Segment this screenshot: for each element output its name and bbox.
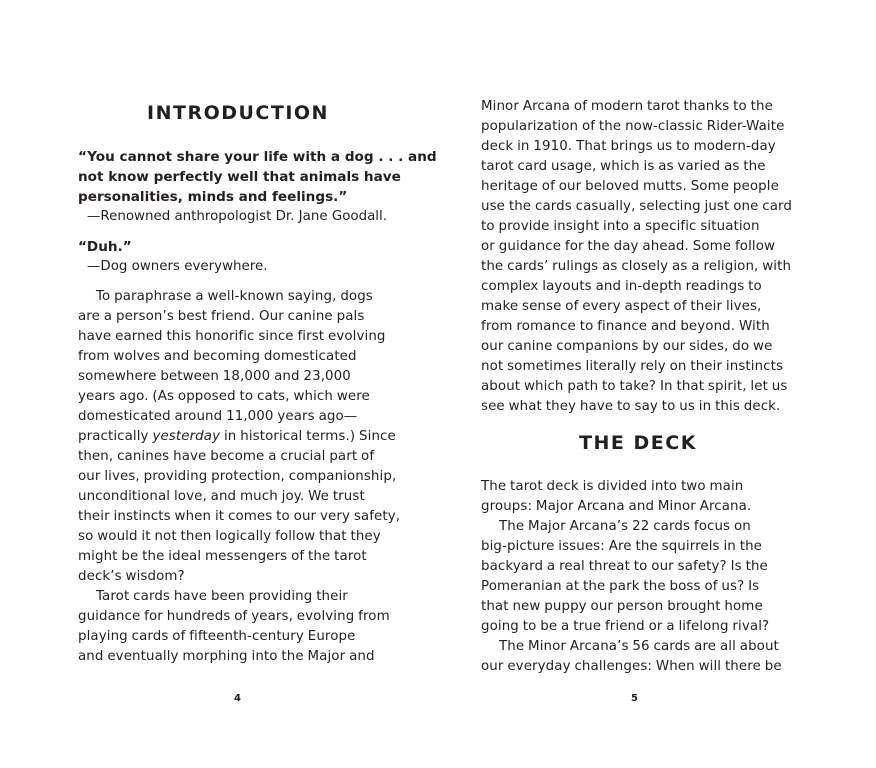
quote-line: personalities, minds and feelings.” (78, 189, 348, 205)
quote-line: “Duh.” (78, 239, 132, 255)
text-line: The Minor Arcana’s 56 cards are all about (499, 639, 779, 654)
text-line: then, canines have become a crucial part of (78, 449, 375, 464)
text-segment: in historical terms.) Since (220, 429, 396, 444)
text-line: deck’s wisdom? (78, 569, 185, 584)
quote-attribution: —Renowned anthropologist Dr. Jane Goodall. (87, 209, 387, 224)
text-line: see what they have to say to us in this deck. (481, 399, 781, 414)
page-number: 5 (631, 693, 638, 704)
text-line: from wolves and becoming domesticated (78, 349, 357, 364)
text-line: groups: Major Arcana and Minor Arcana. (481, 499, 752, 514)
text-line: domesticated around 11,000 years ago— (78, 409, 358, 424)
right-page (438, 0, 876, 768)
text-line: their instincts when it comes to our very safety, (78, 509, 401, 524)
text-line: about which path to take? In that spirit, let us (481, 379, 788, 394)
text-line: our everyday challenges: When will there be (481, 659, 782, 674)
text-line: unconditional love, and much joy. We trust (78, 489, 365, 504)
page-number: 4 (234, 693, 241, 704)
text-line: are a person’s best friend. Our canine pals (78, 309, 365, 324)
quote-line: “You cannot share your life with a dog . . . and (78, 149, 437, 165)
text-line: have earned this honorific since first evolving (78, 329, 386, 344)
text-line: so would it not then logically follow that they (78, 529, 381, 544)
text-line: our canine companions by our sides, do we (481, 339, 773, 354)
text-line: The tarot deck is divided into two main (481, 479, 744, 494)
text-line: that new puppy our person brought home (481, 599, 763, 614)
text-segment: practically (78, 429, 153, 444)
text-line: heritage of our beloved mutts. Some people (481, 179, 779, 194)
text-line: deck in 1910. That brings us to modern-day (481, 139, 776, 154)
text-line (78, 427, 396, 447)
italic-word: yesterday (152, 429, 221, 444)
text-line: Minor Arcana of modern tarot thanks to the (481, 99, 773, 114)
text-line: going to be a true friend or a lifelong rival? (481, 619, 770, 634)
text-line: Pomeranian at the park the boss of us? Is (481, 579, 760, 594)
text-line: The Major Arcana’s 22 cards focus on (499, 519, 751, 534)
text-line: from romance to finance and beyond. With (481, 319, 770, 334)
text-line: backyard a real threat to our safety? Is the (481, 559, 768, 574)
text-line: tarot card usage, which is as varied as the (481, 159, 766, 174)
text-line: to provide insight into a specific situation (481, 219, 760, 234)
text-line: guidance for hundreds of years, evolving from (78, 609, 390, 624)
text-line: our lives, providing protection, companionship, (78, 469, 397, 484)
text-line: somewhere between 18,000 and 23,000 (78, 369, 351, 384)
text-line: big-picture issues: Are the squirrels in the (481, 539, 763, 554)
text-line: use the cards casually, selecting just one card (481, 199, 793, 214)
text-line: or guidance for the day ahead. Some follow (481, 239, 776, 254)
text-line: popularization of the now-classic Rider-Waite (481, 119, 785, 134)
text-line: and eventually morphing into the Major and (78, 649, 375, 664)
quote-line: not know perfectly well that animals have (78, 169, 401, 185)
text-line: make sense of every aspect of their lives, (481, 299, 762, 314)
text-line: To paraphrase a well-known saying, dogs (96, 289, 373, 304)
chapter-heading-introduction: INTRODUCTION (147, 102, 329, 124)
text-line: might be the ideal messengers of the tarot (78, 549, 367, 564)
text-line: Tarot cards have been providing their (96, 589, 348, 604)
text-line: the cards’ rulings as closely as a religion, with (481, 259, 792, 274)
text-line: complex layouts and in-depth readings to (481, 279, 762, 294)
text-line: playing cards of fifteenth-century Europe (78, 629, 356, 644)
quote-attribution: —Dog owners everywhere. (87, 259, 268, 274)
text-line: years ago. (As opposed to cats, which were (78, 389, 370, 404)
chapter-heading-the-deck: THE DECK (579, 432, 697, 454)
text-line: not sometimes literally rely on their instincts (481, 359, 784, 374)
